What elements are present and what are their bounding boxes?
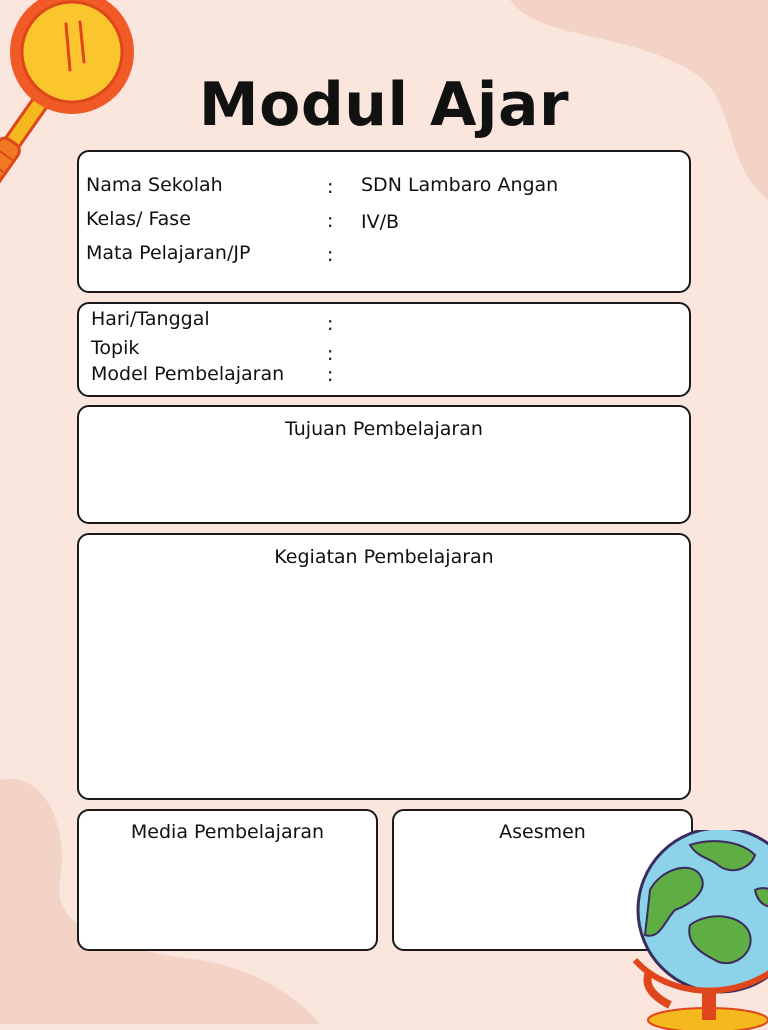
mata-pelajaran-label: Mata Pelajaran/JP xyxy=(86,242,251,264)
model-pembelajaran-label: Model Pembelajaran xyxy=(91,363,285,385)
page-title: Modul Ajar xyxy=(198,70,570,140)
kelas-fase-label: Kelas/ Fase xyxy=(86,208,191,230)
tujuan-pembelajaran-card xyxy=(77,405,691,524)
kegiatan-pembelajaran-heading: Kegiatan Pembelajaran xyxy=(274,546,494,568)
mata-pelajaran-separator: : xyxy=(327,244,334,266)
asesmen-heading: Asesmen xyxy=(499,821,586,843)
kegiatan-pembelajaran-card xyxy=(77,533,691,800)
model-pembelajaran-separator: : xyxy=(327,364,334,386)
topik-label: Topik xyxy=(91,337,140,359)
globe-icon xyxy=(630,830,768,1030)
hari-tanggal-separator: : xyxy=(327,313,334,335)
tujuan-pembelajaran-heading: Tujuan Pembelajaran xyxy=(285,418,483,440)
identity-card xyxy=(77,150,691,293)
kelas-fase-separator: : xyxy=(327,210,334,232)
media-pembelajaran-heading: Media Pembelajaran xyxy=(130,821,325,843)
magnifying-glass-icon xyxy=(0,0,150,220)
nama-sekolah-value: SDN Lambaro Angan xyxy=(361,174,559,196)
nama-sekolah-label: Nama Sekolah xyxy=(86,174,223,196)
media-pembelajaran-card xyxy=(77,809,378,951)
kelas-fase-value: IV/B xyxy=(361,211,400,233)
hari-tanggal-label: Hari/Tanggal xyxy=(91,308,210,330)
nama-sekolah-separator: : xyxy=(327,176,334,198)
session-card xyxy=(77,302,691,397)
topik-separator: : xyxy=(327,343,334,365)
